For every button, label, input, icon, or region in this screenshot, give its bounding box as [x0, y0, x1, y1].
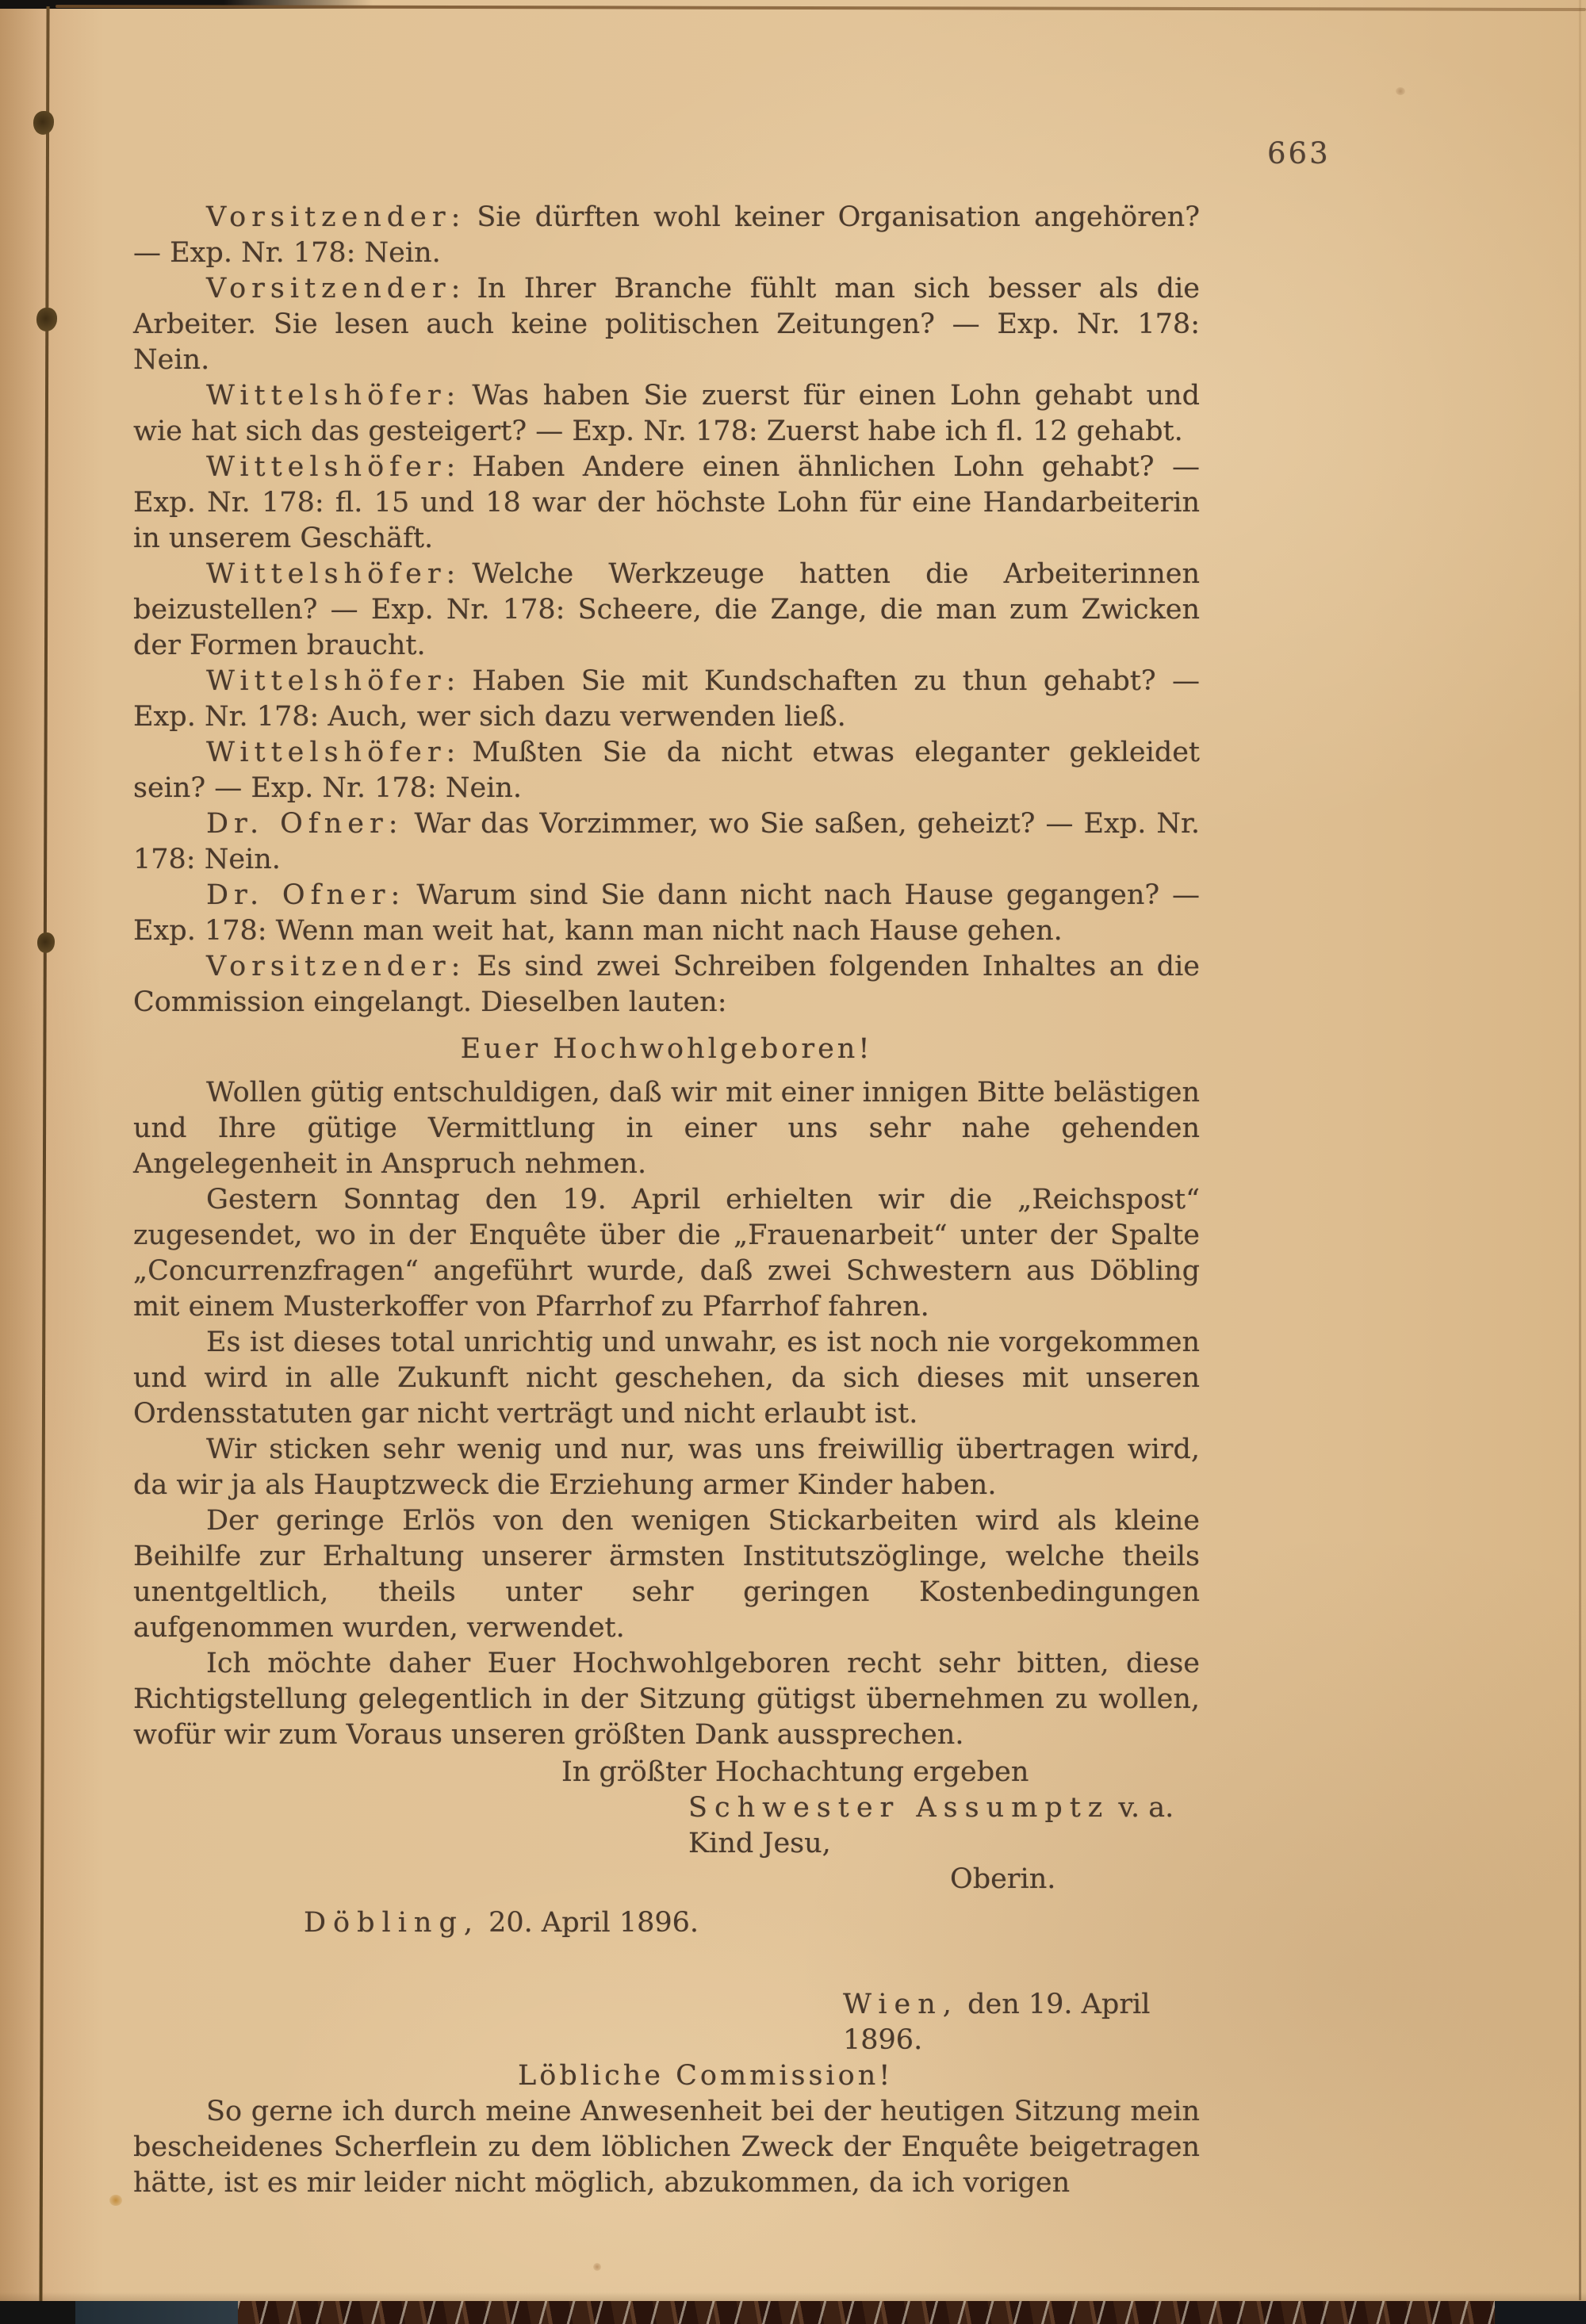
dialogue-paragraph	[133, 735, 1200, 806]
paper-stain	[1396, 87, 1405, 95]
letter-paragraph: Der geringe Erlös von den wenigen Stickarbeiten wird als kleine Beihilfe zur Erhaltung unserer ärmsten Institutszöglinge, welche theils unentgeltlich, theils unter sehr geringen Kostenbedingungen aufgenommen wurden, verwendet.	[133, 1505, 1200, 1644]
speaker-name: Wittelshöfer:	[206, 665, 462, 697]
signature-name: Schwester Assumptz	[688, 1792, 1110, 1824]
letter-paragraph: So gerne ich durch meine Anwesenheit bei der heutigen Sitzung mein bescheidenes Scherflein zu dem löblichen Zweck der Enquête beigetragen hätte, ist es mir leider nicht möglich, abzukommen, da ich vorigen	[133, 2096, 1200, 2199]
speaker-name: Vorsitzender:	[206, 951, 466, 982]
dialogue-paragraph	[133, 949, 1200, 1020]
dialogue-text: Was haben Sie zuerst für einen Lohn gehabt und wie hat sich das gesteigert? — Exp. Nr. 178: Zuerst habe ich fl. 12 gehabt.	[133, 380, 1200, 447]
dialogue-paragraph	[133, 200, 1200, 271]
dialogue-text: War das Vorzimmer, wo Sie saßen, geheizt? — Exp. Nr. 178: Nein.	[133, 808, 1201, 875]
page-right-edge-line	[1579, 0, 1581, 2300]
bottom-edge-dark-corner	[1495, 2301, 1586, 2324]
letter-paragraph: Wir sticken sehr wenig und nur, was uns freiwillig übertragen wird, da wir ja als Hauptzweck die Erziehung armer Kinder haben.	[133, 1434, 1200, 1501]
letter2-salutation: Löbliche Commission!	[518, 2060, 894, 2092]
dialogue-paragraph	[133, 878, 1200, 949]
dialogue-paragraph	[133, 378, 1200, 450]
dateline-place: Döbling,	[304, 1907, 480, 1939]
dialogue-text: Es sind zwei Schreiben folgenden Inhaltes an die Commission eingelangt. Dieselben lauten:	[133, 951, 1200, 1018]
letter-paragraph: Ich möchte daher Euer Hochwohlgeboren recht sehr bitten, diese Richtigstellung gelegentlich in der Sitzung gütigst übernehmen zu wollen, wofür wir zum Voraus unseren größten Dank aussprechen.	[133, 1648, 1200, 1751]
speaker-name: Wittelshöfer:	[206, 380, 462, 412]
dialogue-text: Haben Andere einen ähnlichen Lohn gehabt? — Exp. Nr. 178: fl. 15 und 18 war der höchste Lohn für eine Handarbeiterin in unserem Geschäft.	[133, 451, 1200, 554]
paper-stain	[593, 2263, 601, 2271]
letter1-closing: In größter Hochachtung ergeben	[561, 1756, 1029, 1788]
dateline-rest: 20. April 1896.	[488, 1907, 699, 1939]
dialogue-text: Welche Werkzeuge hatten die Arbeiterinnen beizustellen? — Exp. Nr. 178: Scheere, die Zange, die man zum Zwicken der Formen braucht.	[133, 558, 1200, 661]
speaker-name: Wittelshöfer:	[206, 558, 462, 590]
letter2-dateline	[133, 1987, 1200, 2058]
letter1-body	[133, 1075, 1200, 1753]
paper-stain	[109, 2195, 122, 2206]
dialogue-paragraph	[133, 557, 1200, 664]
dialogue-text: In Ihrer Branche fühlt man sich besser als die Arbeiter. Sie lesen auch keine politischen Zeitungen? — Exp. Nr. 178: Nein.	[133, 273, 1200, 376]
page-number: 663	[1267, 136, 1331, 170]
book-bottom-edge	[0, 2301, 1586, 2324]
dialogue-paragraph	[133, 806, 1200, 878]
dialogue-paragraph	[133, 271, 1200, 378]
speaker-name: Dr. Ofner:	[206, 879, 406, 911]
letter1-signature-role: Oberin.	[950, 1863, 1056, 1895]
speaker-name: Dr. Ofner:	[206, 808, 404, 840]
gutter-shadow	[0, 0, 46, 2324]
letter1-signature	[133, 1790, 1200, 1862]
dialogue-paragraph	[133, 664, 1200, 735]
bottom-edge-marbled-cover	[238, 2301, 1495, 2324]
letter-paragraph: Wollen gütig entschuldigen, daß wir mit einer innigen Bitte belästigen und Ihre gütige Vermittlung in einer uns sehr nahe gehenden Angelegenheit in Anspruch nehmen.	[133, 1077, 1200, 1180]
dateline-rest: den 19. April 1896.	[843, 1989, 1151, 2056]
speaker-name: Vorsitzender:	[206, 201, 466, 233]
dialogue-text: Sie dürften wohl keiner Organisation angehören? — Exp. Nr. 178: Nein.	[133, 201, 1200, 269]
bottom-edge-black	[0, 2301, 75, 2324]
dateline-place: Wien,	[843, 1989, 959, 2020]
dialogue-text: Mußten Sie da nicht etwas eleganter gekleidet sein? — Exp. Nr. 178: Nein.	[133, 737, 1200, 804]
letter2-body	[133, 2094, 1200, 2201]
page-text-block	[133, 200, 1200, 2201]
dialogue-paragraph	[133, 450, 1200, 557]
letter1-heading: Euer Hochwohlgeboren!	[460, 1033, 873, 1065]
speaker-name: Vorsitzender:	[206, 273, 466, 304]
speaker-name: Wittelshöfer:	[206, 737, 462, 768]
letter-paragraph: Gestern Sonntag den 19. April erhielten wir die „Reichspost“ zugesendet, wo in der Enquête über die „Frauenarbeit“ unter der Spalte „Concurrenzfragen“ angeführt wurde, daß zwei Schwestern aus Döbling mit einem Musterkoffer von Pfarrhof zu Pfarrhof fahren.	[133, 1184, 1200, 1323]
speaker-name: Wittelshöfer:	[206, 451, 462, 483]
dialogue-text: Warum sind Sie dann nicht nach Hause gegangen? — Exp. 178: Wenn man weit hat, kann man nicht nach Hause gehen.	[133, 879, 1200, 947]
dialogue-section	[133, 200, 1200, 1020]
bottom-edge-slate	[75, 2301, 238, 2324]
dialogue-text: Haben Sie mit Kundschaften zu thun gehabt? — Exp. Nr. 178: Auch, wer sich dazu verwenden ließ.	[133, 665, 1200, 733]
signature-rest: v. a. Kind Jesu,	[688, 1792, 1174, 1859]
letter-paragraph: Es ist dieses total unrichtig und unwahr, es ist noch nie vorgekommen und wird in alle Zukunft nicht geschehen, da sich dieses mit unseren Ordensstatuten gar nicht verträgt und nicht erlaubt ist.	[133, 1327, 1200, 1430]
letter1-dateline	[133, 1905, 1200, 1941]
